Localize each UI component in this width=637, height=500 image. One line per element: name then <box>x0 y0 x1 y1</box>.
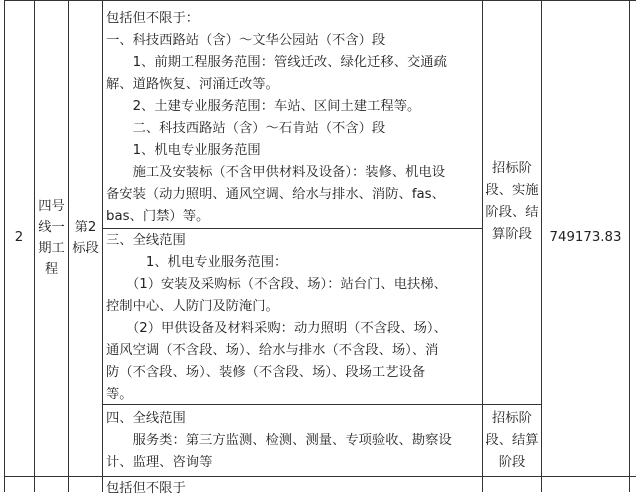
block-2-line: 等。 <box>106 387 133 402</box>
col-border-6 <box>629 0 630 492</box>
block-1-line: 施工及安装标（不含甲供材料及设备）：装修、机电设 <box>106 165 446 180</box>
block-2-line: 控制中心、人防门及防淹门。 <box>106 299 279 314</box>
block-2-line: 防（不含段、场）、装修（不含段、场）、段场工艺设备 <box>106 365 426 380</box>
block-2-line: 三、全线范围 <box>106 233 186 248</box>
block-3-line: 服务类：第三方监测、检测、测量、专项验收、勘察设 <box>106 433 452 448</box>
block-1-line: 包括但不限于： <box>106 11 200 26</box>
row-index: 2 <box>14 230 24 245</box>
block-3-content <box>106 408 452 474</box>
next-row-partial <box>106 478 186 500</box>
section-name: 第2标段 <box>72 220 99 256</box>
section-cell <box>69 0 102 476</box>
project-cell <box>35 0 68 476</box>
project-name: 四号线一期工程 <box>38 199 65 277</box>
row-index-cell <box>4 0 34 476</box>
block-1-line: 备安装（动力照明、通风空调、给水与排水、消防、fas、 <box>106 187 445 202</box>
block-2-line: （2）甲供设备及材料采购：动力照明（不含段、场）、 <box>106 321 447 336</box>
block-1-line: 1、机电专业服务范围 <box>106 143 261 158</box>
stage-text-1: 招标阶段、实施阶段、结算阶段 <box>485 161 539 242</box>
block-2-content <box>106 230 447 406</box>
block-1-line: 解、道路恢复、河涌迁改等。 <box>106 77 279 92</box>
amount-value: 749173.83 <box>549 230 622 245</box>
next-row-partial-text: 包括但不限于 <box>106 481 186 496</box>
block-1-line: 二、科技西路站（含）～石肯站（不含）段 <box>106 121 386 136</box>
block-3-line: 计、监理、咨询等 <box>106 455 213 470</box>
block-1-line: 一、科技西路站（含）～文华公园站（不含）段 <box>106 33 386 48</box>
stage-cell-2 <box>483 405 541 476</box>
amount-cell <box>542 0 629 476</box>
block-1-line: 1、前期工程服务范围：管线迁改、绿化迁移、交通疏 <box>106 55 447 70</box>
block-3-line: 四、全线范围 <box>106 411 186 426</box>
col-border-3 <box>102 0 103 492</box>
block-2-line: 通风空调（不含段、场）、给水与排水（不含段、场）、消 <box>106 343 439 358</box>
block-2-line: 1、机电专业服务范围： <box>106 255 288 270</box>
stage-cell-1 <box>483 0 541 404</box>
block-divider-1 <box>102 228 482 229</box>
block-1-line: 2、土建专业服务范围：车站、区间土建工程等。 <box>106 99 421 114</box>
block-1-line: bas、门禁）等。 <box>106 209 210 224</box>
stage-text-2: 招标阶段、结算阶段 <box>485 410 539 470</box>
block-1-content <box>106 8 447 228</box>
block-2-line: （1）安装及采购标（不含段、场）：站台门、电扶梯、 <box>106 277 447 292</box>
